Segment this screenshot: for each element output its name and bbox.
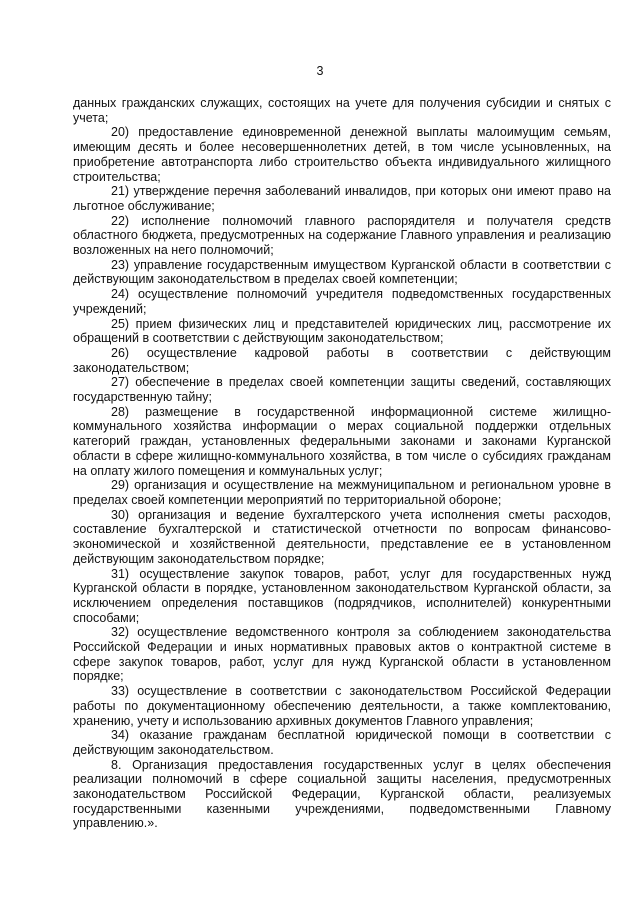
paragraph-item-27: 27) обеспечение в пределах своей компетенции защиты сведений, составляющих государственную тайну; (73, 375, 611, 405)
paragraph-item-20: 20) предоставление единовременной денежной выплаты малоимущим семьям, имеющим десять и более несовершеннолетних детей, в том числе усыновленных, на приобретение автотранспорта либо строительство объекта индивидуального жилищного строительства; (73, 125, 611, 184)
paragraph-item-24: 24) осуществление полномочий учредителя подведомственных государственных учреждений; (73, 287, 611, 316)
paragraph-item-22: 22) исполнение полномочий главного распорядителя и получателя средств областного бюджета, предусмотренных на содержание Главного управления и реализацию возложенных на него полномочий; (73, 213, 611, 258)
paragraph-continuation: данных гражданских служащих, состоящих на учете для получения субсидии и снятых с учета; (73, 96, 611, 125)
paragraph-item-26: 26) осуществление кадровой работы в соответствии с действующим законодательством; (73, 345, 611, 375)
paragraph-item-33: 33) осуществление в соответствии с законодательством Российской Федерации работы по документационному обеспечению деятельности, а также комплектованию, хранению, учету и использованию архивных документов Главного управления; (73, 684, 611, 728)
paragraph-item-31: 31) осуществление закупок товаров, работ, услуг для государственных нужд Курганской области в порядке, установленном законодательством Курганской области, за исключением определения поставщиков (подрядчиков, исполнителей) конкурентными способами; (73, 566, 611, 625)
paragraph-item-28: 28) размещение в государственной информационной системе жилищно-коммунального хозяйства информации о мерах социальной поддержки отдельных категорий граждан, установленных федеральными законами и законами Курганской области в сфере жилищно-коммунального хозяйства, в том числе о субсидиях гражданам на оплату жилого помещения и коммунальных услуг; (73, 404, 611, 478)
paragraph-section-8: 8. Организация предоставления государственных услуг в целях обеспечения реализации полномочий в сфере социальной защиты населения, предусмотренных законодательством Российской Федерации, Курганской области, реализуемых государственными казенными учреждениями, подведомственными Главному управлению.». (73, 757, 611, 831)
document-body (73, 96, 611, 831)
paragraph-item-23: 23) управление государственным имуществом Курганской области в соответствии с действующим законодательством в пределах своей компетенции; (73, 257, 611, 287)
page-number: 3 (316, 64, 324, 78)
paragraph-item-25: 25) прием физических лиц и представителей юридических лиц, рассмотрение их обращений в соответствии с действующим законодательством; (73, 316, 611, 346)
paragraph-item-21: 21) утверждение перечня заболеваний инвалидов, при которых они имеют право на льготное обслуживание; (73, 184, 611, 213)
paragraph-item-34: 34) оказание гражданам бесплатной юридической помощи в соответствии с действующим законодательством. (73, 728, 611, 757)
paragraph-item-32: 32) осуществление ведомственного контроля за соблюдением законодательства Российской Федерации и иных нормативных правовых актов о контрактной системе в сфере закупок товаров, работ, услуг для нужд Курганской области в установленном порядке; (73, 625, 611, 684)
paragraph-item-30: 30) организация и ведение бухгалтерского учета исполнения сметы расходов, составление бухгалтерской и статистической отчетности по вопросам финансово-экономической и хозяйственной деятельности, представление ее в установленном действующим законодательством порядке; (73, 507, 611, 566)
paragraph-item-29: 29) организация и осуществление на межмуниципальном и региональном уровне в пределах своей компетенции мероприятий по территориальной обороне; (73, 478, 611, 507)
